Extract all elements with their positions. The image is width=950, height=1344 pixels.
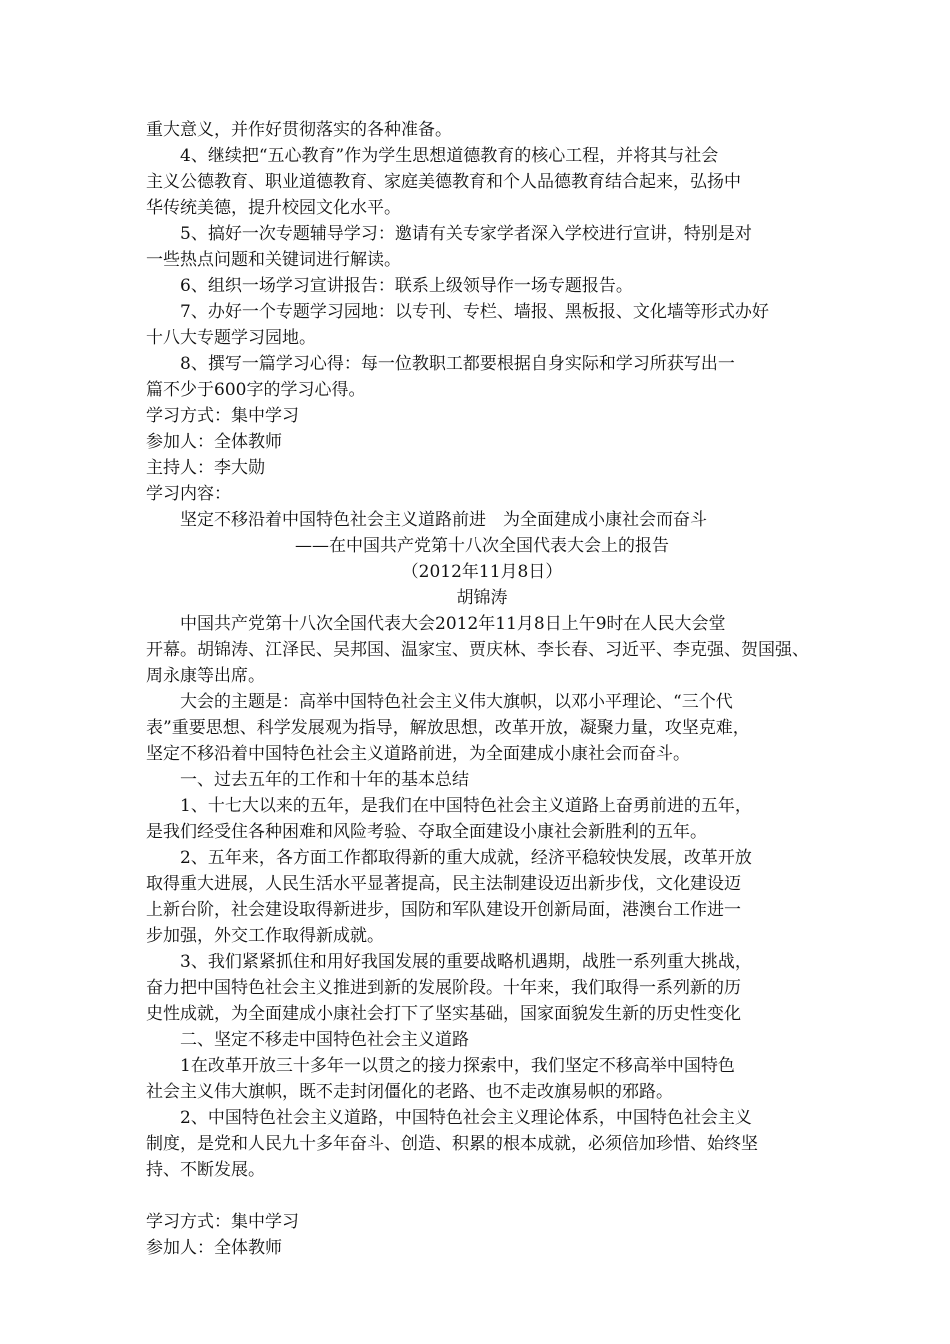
text-line: 1、十七大以来的五年，是我们在中国特色社会主义道路上奋勇前进的五年， <box>180 796 752 816</box>
text-line: 坚定不移沿着中国特色社会主义道路前进，为全面建成小康社会而奋斗。 <box>146 744 690 764</box>
text-line: 2、五年来，各方面工作都取得新的重大成就，经济平稳较快发展，改革开放 <box>180 848 752 868</box>
text-line: 持、不断发展。 <box>146 1160 265 1180</box>
text-line: 学习内容： <box>146 484 231 504</box>
text-line: 主持人：李大勋 <box>146 458 265 478</box>
text-line: 步加强，外交工作取得新成就。 <box>146 926 384 946</box>
text-line: 表”重要思想、科学发展观为指导，解放思想，改革开放，凝聚力量，攻坚克难， <box>146 718 750 738</box>
document-page <box>146 117 818 1261</box>
text-line: 奋力把中国特色社会主义推进到新的发展阶段。十年来，我们取得一系列新的历 <box>146 978 741 998</box>
text-line: （2012年11月8日） <box>401 562 563 582</box>
blank-line <box>146 1183 818 1209</box>
text-line: 4、继续把“五心教育”作为学生思想道德教育的核心工程，并将其与社会 <box>180 146 719 166</box>
text-line: 开幕。胡锦涛、江泽民、吴邦国、温家宝、贾庆林、李长春、习近平、李克强、贺国强、 <box>146 640 809 660</box>
text-line: 篇不少于600字的学习心得。 <box>146 380 366 400</box>
text-line: 一些热点问题和关键词进行解读。 <box>146 250 401 270</box>
text-line: 1在改革开放三十多年一以贯之的接力探索中，我们坚定不移高举中国特色 <box>180 1056 735 1076</box>
text-line: 重大意义，并作好贯彻落实的各种准备。 <box>146 120 452 140</box>
text-line: 胡锦涛 <box>456 588 508 608</box>
text-line: 一、过去五年的工作和十年的基本总结 <box>180 770 469 790</box>
text-line: 参加人：全体教师 <box>146 1238 282 1258</box>
text-line: 2、中国特色社会主义道路，中国特色社会主义理论体系，中国特色社会主义 <box>180 1108 752 1128</box>
text-line: 大会的主题是：高举中国特色社会主义伟大旗帜，以邓小平理论、“三个代 <box>180 692 733 712</box>
text-line: 十八大专题学习园地。 <box>146 328 316 348</box>
text-line: 是我们经受住各种困难和风险考验、夺取全面建设小康社会新胜利的五年。 <box>146 822 707 842</box>
text-line: 社会主义伟大旗帜，既不走封闭僵化的老路、也不走改旗易帜的邪路。 <box>146 1082 673 1102</box>
text-line: 参加人：全体教师 <box>146 432 282 452</box>
text-line: 取得重大进展，人民生活水平显著提高，民主法制建设迈出新步伐，文化建设迈 <box>146 874 741 894</box>
text-line: 史性成就，为全面建成小康社会打下了坚实基础，国家面貌发生新的历史性变化 <box>146 1004 741 1024</box>
text-line: 周永康等出席。 <box>146 666 265 686</box>
text-line: 二、坚定不移走中国特色社会主义道路 <box>180 1030 469 1050</box>
text-line: 6、组织一场学习宣讲报告：联系上级领导作一场专题报告。 <box>180 276 633 296</box>
text-line: 中国共产党第十八次全国代表大会2012年11月8日上午9时在人民大会堂 <box>180 614 726 634</box>
text-line: ——在中国共产党第十八次全国代表大会上的报告 <box>295 536 669 556</box>
text-line: 上新台阶，社会建设取得新进步，国防和军队建设开创新局面，港澳台工作进一 <box>146 900 741 920</box>
text-line: 主义公德教育、职业道德教育、家庭美德教育和个人品德教育结合起来，弘扬中 <box>146 172 741 192</box>
text-line: 学习方式：集中学习 <box>146 1212 299 1232</box>
text-line: 8、撰写一篇学习心得：每一位教职工都要根据自身实际和学习所获写出一 <box>180 354 735 374</box>
text-line: 坚定不移沿着中国特色社会主义道路前进 为全面建成小康社会而奋斗 <box>180 510 707 530</box>
text-line: 学习方式：集中学习 <box>146 406 299 426</box>
text-line: 制度，是党和人民九十多年奋斗、创造、积累的根本成就，必须倍加珍惜、始终坚 <box>146 1134 758 1154</box>
text-line: 7、办好一个专题学习园地：以专刊、专栏、墙报、黑板报、文化墙等形式办好 <box>180 302 769 322</box>
text-line: 5、搞好一次专题辅导学习：邀请有关专家学者深入学校进行宣讲，特别是对 <box>180 224 752 244</box>
text-line: 3、我们紧紧抓住和用好我国发展的重要战略机遇期，战胜一系列重大挑战， <box>180 952 752 972</box>
text-line: 华传统美德，提升校园文化水平。 <box>146 198 401 218</box>
